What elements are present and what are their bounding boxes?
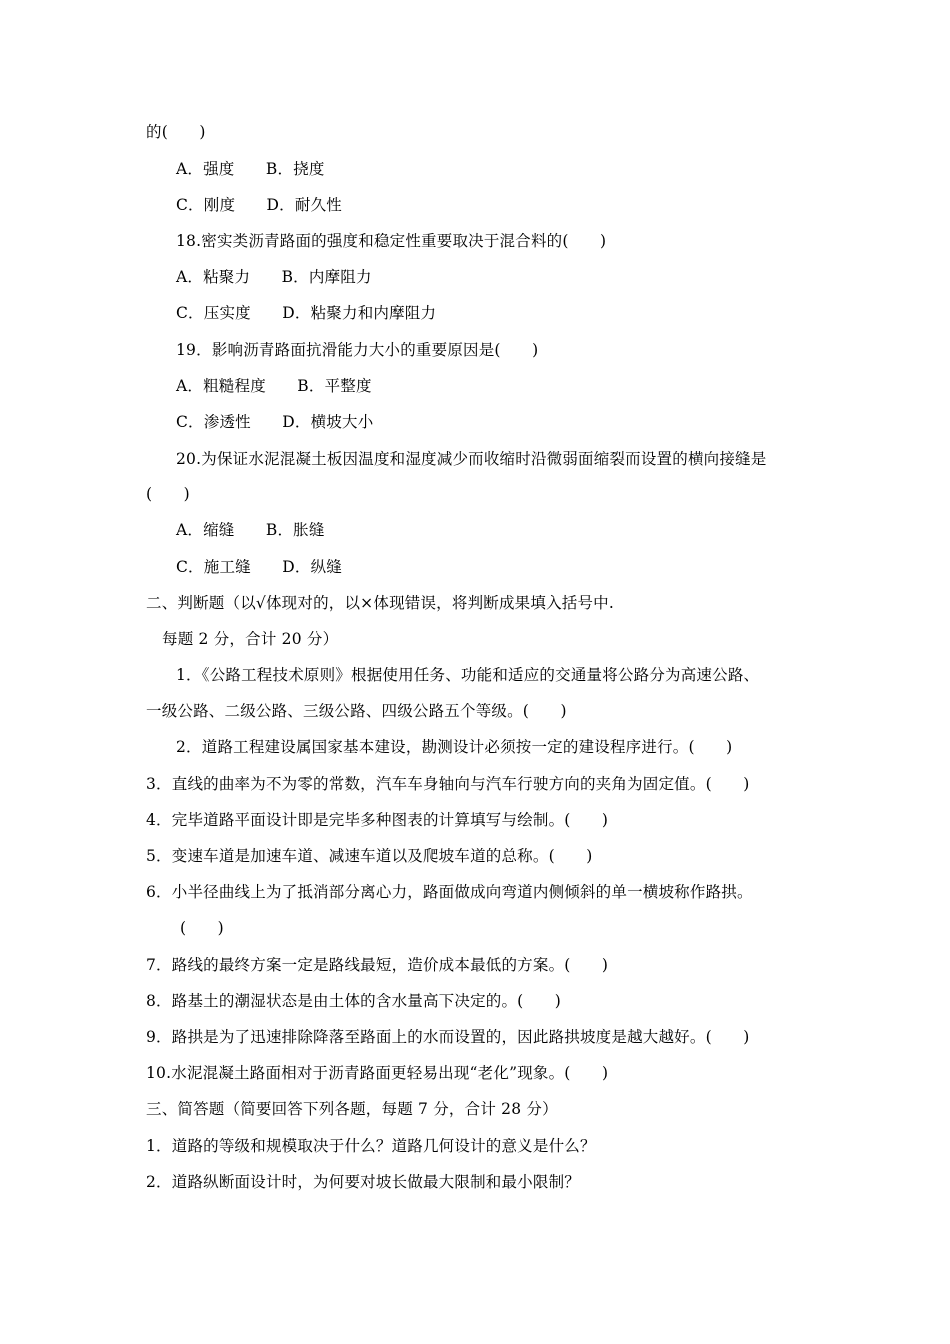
question-line: 8．路基土的潮湿状态是由土体的含水量高下决定的。( )	[146, 992, 562, 1010]
question-line: 3．直线的曲率为不为零的常数，汽车车身轴向与汽车行驶方向的夹角为固定值。( )	[146, 775, 750, 793]
question-line: 9．路拱是为了迅速排除降落至路面上的水而设置的，因此路拱坡度是越大越好。( )	[146, 1028, 750, 1046]
section-heading: 三、简答题（简要回答下列各题，每题 7 分，合计 28 分）	[146, 1100, 558, 1118]
option-line: A．缩缝 B．胀缝	[176, 521, 325, 539]
section-heading-cont: 每题 2 分，合计 20 分）	[162, 630, 339, 648]
text-line: ( )	[180, 919, 224, 937]
question-line: 4．完毕道路平面设计即是完毕多种图表的计算填写与绘制。( )	[146, 811, 609, 829]
option-line: A．强度 B．挠度	[176, 160, 325, 178]
question-line: 20.为保证水泥混凝土板因温度和湿度减少而收缩时沿微弱面缩裂而设置的横向接缝是	[176, 450, 767, 468]
option-line: C．施工缝 D．纵缝	[176, 558, 342, 576]
option-line: C．刚度 D．耐久性	[176, 196, 342, 214]
option-line: C．压实度 D．粘聚力和内摩阻力	[176, 304, 437, 322]
text-line: 的( )	[146, 123, 206, 141]
section-heading: 二、判断题（以√体现对的，以×体现错误，将判断成果填入括号中.	[146, 594, 614, 612]
question-line: 19．影响沥青路面抗滑能力大小的重要原因是( )	[176, 341, 539, 359]
question-line: 2．道路纵断面设计时，为何要对坡长做最大限制和最小限制？	[146, 1173, 580, 1191]
question-line: 5．变速车道是加速车道、减速车道以及爬坡车道的总称。( )	[146, 847, 593, 865]
text-line: ( )	[146, 485, 190, 503]
text-line: 一级公路、二级公路、三级公路、四级公路五个等级。( )	[146, 702, 567, 720]
question-line: 1．道路的等级和规模取决于什么？道路几何设计的意义是什么？	[146, 1137, 596, 1155]
question-line: 18.密实类沥青路面的强度和稳定性重要取决于混合料的( )	[176, 232, 607, 250]
question-line: 10.水泥混凝土路面相对于沥青路面更轻易出现“老化”现象。( )	[146, 1064, 609, 1082]
question-line: 7．路线的最终方案一定是路线最短，造价成本最低的方案。( )	[146, 956, 609, 974]
question-line: 6．小半径曲线上为了抵消部分离心力，路面做成向弯道内侧倾斜的单一横坡称作路拱。	[146, 883, 753, 901]
option-line: A．粘聚力 B．内摩阻力	[176, 268, 372, 286]
option-line: A．粗糙程度 B．平整度	[176, 377, 372, 395]
option-line: C．渗透性 D．横坡大小	[176, 413, 374, 431]
question-line: 2．道路工程建设属国家基本建设，勘测设计必须按一定的建设程序进行。( )	[176, 738, 733, 756]
question-line: 1．《公路工程技术原则》根据使用任务、功能和适应的交通量将公路分为高速公路、	[176, 666, 760, 684]
